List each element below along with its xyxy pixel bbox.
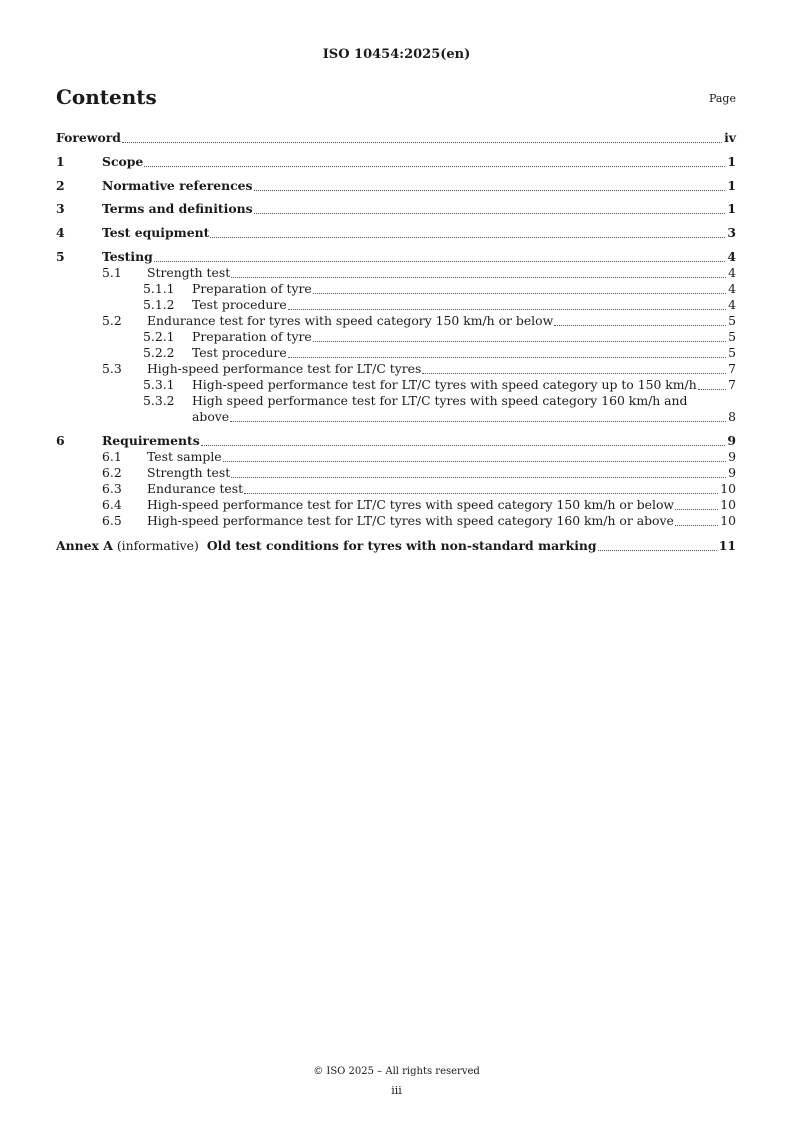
toc-entry-number: 5.1.2 bbox=[143, 297, 175, 312]
toc-entry-number: 5.2 bbox=[102, 313, 122, 328]
toc-entry-test-procedure[interactable] bbox=[56, 296, 736, 313]
toc-entry-page: 4 bbox=[728, 281, 736, 296]
toc-entry-title: Old test conditions for tyres with non-standard marking bbox=[206, 538, 597, 553]
toc-entry-number: 5 bbox=[56, 249, 65, 264]
leader-dots bbox=[554, 325, 726, 326]
leader-dots bbox=[231, 477, 726, 478]
leader-dots bbox=[254, 213, 726, 214]
leader-dots bbox=[675, 509, 718, 510]
toc-entry-title: Strength test bbox=[147, 265, 231, 280]
toc-entry-title: Test procedure bbox=[192, 345, 287, 360]
leader-dots bbox=[698, 389, 726, 390]
toc-entry-page: 8 bbox=[728, 409, 736, 424]
toc-entry-high-speed-150-or-below[interactable] bbox=[56, 496, 736, 513]
toc-entry-page: 9 bbox=[728, 465, 736, 480]
toc-entry-high-speed-performance-test[interactable] bbox=[56, 360, 736, 377]
toc-entry-page: 4 bbox=[728, 265, 736, 280]
toc-entry-number: 5.3.1 bbox=[143, 377, 175, 392]
toc-entry-page: 1 bbox=[727, 178, 736, 193]
toc-entry-title: Test equipment bbox=[102, 225, 210, 240]
toc-entry-number: 4 bbox=[56, 225, 65, 240]
leader-dots bbox=[598, 550, 717, 551]
toc-entry-title: Endurance test for tyres with speed category 150 km/h or below bbox=[147, 313, 554, 328]
leader-dots bbox=[210, 237, 725, 238]
toc-entry-title: Endurance test bbox=[147, 481, 244, 496]
toc-entry-title: Terms and definitions bbox=[102, 201, 253, 216]
toc-entry-number: 6.1 bbox=[102, 449, 122, 464]
toc-entry-title: High-speed performance test for LT/C tyres with speed category up to 150 km/h bbox=[192, 377, 697, 392]
toc-entry-number: 3 bbox=[56, 201, 65, 216]
toc-entry-title: High speed performance test for LT/C tyres with speed category 160 km/h and bbox=[192, 393, 688, 408]
toc-entry-page: 7 bbox=[728, 377, 736, 392]
toc-entry-high-speed-test-160-and-above[interactable] bbox=[56, 392, 736, 409]
toc-entry-title: Test procedure bbox=[192, 297, 287, 312]
toc-entry-number: 2 bbox=[56, 178, 65, 193]
toc-entry-number: 6.5 bbox=[102, 513, 122, 528]
toc-entry-terms-and-definitions[interactable] bbox=[56, 200, 736, 217]
toc-entry-number: 6.2 bbox=[102, 465, 122, 480]
toc-entry-title: Preparation of tyre bbox=[192, 281, 312, 296]
toc-entry-page: 3 bbox=[727, 225, 736, 240]
toc-entry-number: 5.1 bbox=[102, 265, 122, 280]
toc-entry-page: 5 bbox=[728, 329, 736, 344]
toc-entry-page: 11 bbox=[718, 538, 736, 553]
leader-dots bbox=[288, 309, 726, 310]
leader-dots bbox=[144, 166, 725, 167]
page-title: Contents bbox=[56, 85, 157, 109]
leader-dots bbox=[154, 261, 726, 262]
toc-entry-page: 4 bbox=[728, 297, 736, 312]
toc-annex-label: Annex A bbox=[56, 538, 113, 553]
toc-entry-title: Foreword bbox=[56, 130, 121, 145]
leader-dots bbox=[422, 373, 726, 374]
toc-entry-page: iv bbox=[724, 130, 736, 145]
toc-entry-page: 10 bbox=[720, 497, 736, 512]
toc-entry-page: 4 bbox=[727, 249, 736, 264]
page-column-label: Page bbox=[708, 92, 736, 105]
toc-entry-endurance-test[interactable] bbox=[56, 312, 736, 329]
toc-entry-number: 5.3 bbox=[102, 361, 122, 376]
toc-entry-testing[interactable] bbox=[56, 248, 736, 265]
toc-entry-title: Testing bbox=[102, 249, 153, 264]
leader-dots bbox=[244, 493, 718, 494]
document-header: ISO 10454:2025(en) bbox=[322, 47, 471, 62]
toc-entry-page: 1 bbox=[727, 154, 736, 169]
toc-entry-page: 10 bbox=[720, 513, 736, 528]
leader-dots bbox=[201, 445, 726, 446]
toc-entry-endurance-test[interactable] bbox=[56, 480, 736, 497]
leader-dots bbox=[288, 357, 726, 358]
toc-entry-title: Normative references bbox=[102, 178, 253, 193]
page-number: iii bbox=[391, 1084, 402, 1097]
toc-entry-title: High-speed performance test for LT/C tyres bbox=[147, 361, 422, 376]
leader-dots bbox=[254, 190, 726, 191]
toc-entry-high-speed-test-up-to-150[interactable] bbox=[56, 376, 736, 393]
leader-dots bbox=[231, 277, 726, 278]
toc-annex-type: (informative) bbox=[116, 538, 199, 553]
toc-entry-normative-references[interactable] bbox=[56, 177, 736, 194]
toc-entry-page: 10 bbox=[720, 481, 736, 496]
toc-entry-title: Strength test bbox=[147, 465, 231, 480]
leader-dots bbox=[675, 525, 718, 526]
leader-dots bbox=[122, 142, 722, 143]
leader-dots bbox=[313, 293, 726, 294]
toc-entry-number: 6 bbox=[56, 433, 65, 448]
toc-entry-title: High-speed performance test for LT/C tyres with speed category 160 km/h or above bbox=[147, 513, 674, 528]
toc-entry-page: 9 bbox=[727, 433, 736, 448]
toc-entry-number: 5.1.1 bbox=[143, 281, 175, 296]
toc-entry-high-speed-160-or-above[interactable] bbox=[56, 512, 736, 529]
toc-entry-number: 6.3 bbox=[102, 481, 122, 496]
toc-entry-strength-test[interactable] bbox=[56, 264, 736, 281]
toc-entry-title: Requirements bbox=[102, 433, 200, 448]
toc-entry-page: 5 bbox=[728, 313, 736, 328]
toc-entry-scope[interactable] bbox=[56, 153, 736, 170]
toc-entry-preparation-of-tyre[interactable] bbox=[56, 328, 736, 345]
toc-entry-title: High-speed performance test for LT/C tyres with speed category 150 km/h or below bbox=[147, 497, 675, 512]
copyright-notice: © ISO 2025 – All rights reserved bbox=[313, 1066, 480, 1077]
toc-entry-number: 1 bbox=[56, 154, 65, 169]
toc-entry-test-procedure[interactable] bbox=[56, 344, 736, 361]
toc-entry-requirements[interactable] bbox=[56, 432, 736, 449]
toc-entry-title: Test sample bbox=[147, 449, 222, 464]
toc-entry-title: Preparation of tyre bbox=[192, 329, 312, 344]
toc-entry-number: 6.4 bbox=[102, 497, 122, 512]
toc-entry-title: above bbox=[192, 409, 230, 424]
toc-entry-page: 7 bbox=[728, 361, 736, 376]
toc-entry-title: Scope bbox=[102, 154, 144, 169]
toc-entry-number: 5.2.2 bbox=[143, 345, 175, 360]
toc-entry-page: 9 bbox=[728, 449, 736, 464]
toc-entry-test-equipment[interactable] bbox=[56, 224, 736, 241]
leader-dots bbox=[223, 461, 726, 462]
toc-entry-foreword[interactable] bbox=[56, 129, 736, 146]
toc-entry-number: 5.2.1 bbox=[143, 329, 175, 344]
toc-entry-page: 1 bbox=[727, 201, 736, 216]
leader-dots bbox=[230, 421, 726, 422]
toc-entry-number: 5.3.2 bbox=[143, 393, 175, 408]
leader-dots bbox=[313, 341, 726, 342]
toc-entry-preparation-of-tyre[interactable] bbox=[56, 280, 736, 297]
toc-entry-page: 5 bbox=[728, 345, 736, 360]
toc-entry-annex-a[interactable] bbox=[56, 537, 736, 554]
toc-entry-high-speed-test-160-and-above-cont[interactable] bbox=[56, 408, 736, 425]
toc-entry-strength-test[interactable] bbox=[56, 464, 736, 481]
toc-entry-test-sample[interactable] bbox=[56, 448, 736, 465]
